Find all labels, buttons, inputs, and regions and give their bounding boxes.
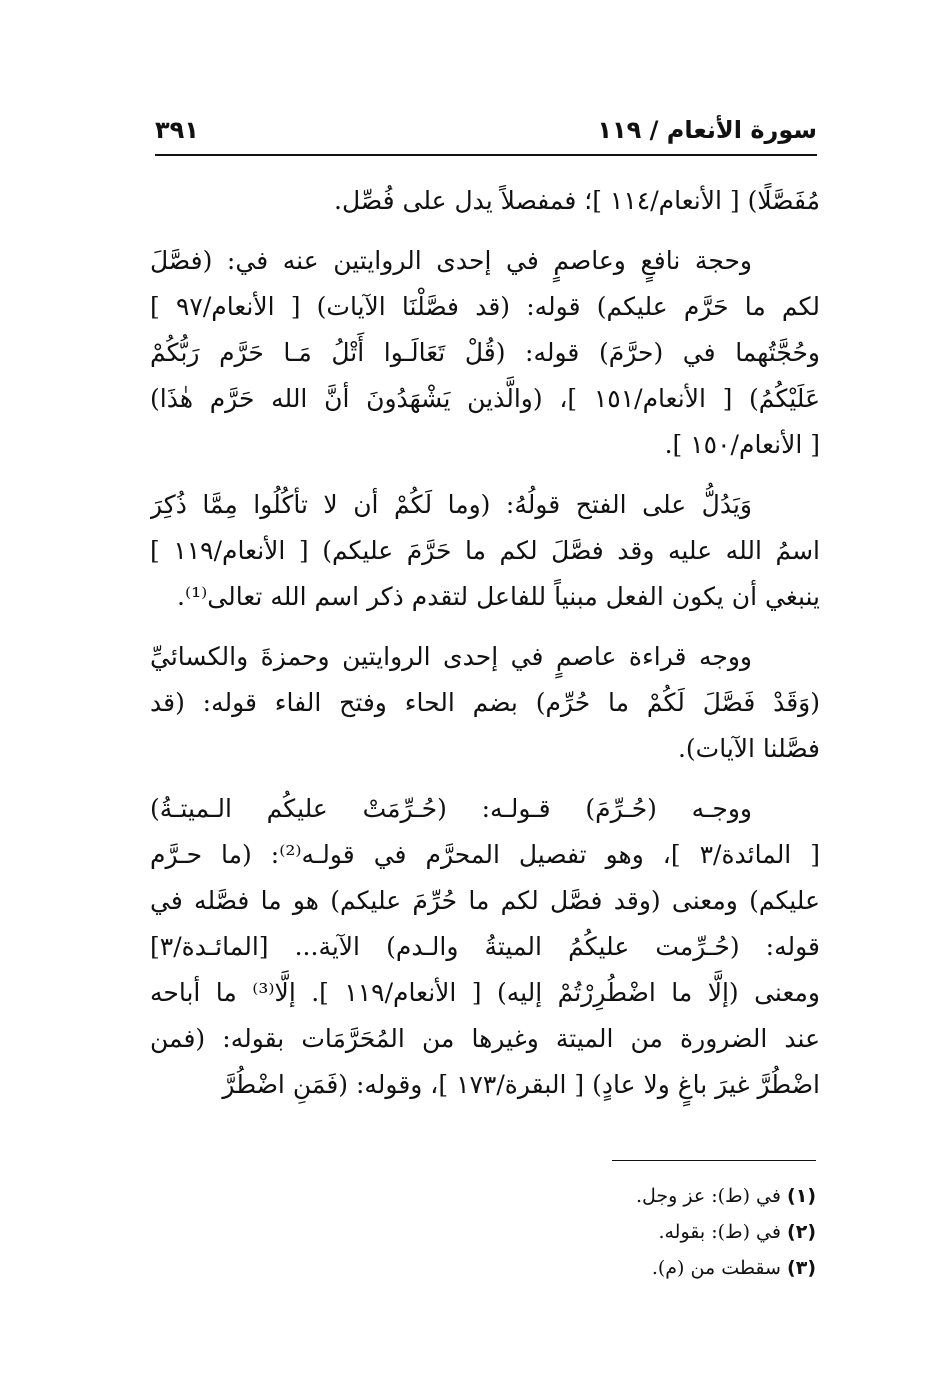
paragraph [150,178,820,224]
footnote-number: (٢) [787,1221,816,1243]
footnote-text: في (ط): عز وجل. [635,1185,788,1207]
paragraph [150,238,820,468]
text-line: لكم ما حَرَّم عليكم) قوله: (قد فصَّلْنَا الآيات) [ الأنعام/٩٧ ] [150,292,820,321]
text-line: اضْطُرَّ غيرَ باغٍ ولا عادٍ) [ البقرة/١٧٣ ]، وقوله: (فَمَنِ اضْطُرَّ [222,1070,820,1099]
paragraph-gap [150,772,820,786]
paragraph-gap [150,468,820,482]
paragraph [150,482,820,620]
text-line: ووجـه (حُـرِّمَ) قـولـه: (حُـرِّمَتْ عليكُم الـميتـةُ) [150,794,752,823]
paragraph-gap [150,620,820,634]
footnote-divider [612,1160,816,1161]
text-line: عند الضرورة من الميتة وغيرها من المُحَرَّمَات بقوله: (فمن [150,1024,820,1053]
footnote [520,1250,816,1286]
running-title: سورة الأنعام / ١١٩ [597,116,817,144]
footnote-number: (١) [787,1185,816,1207]
paragraph-gap [150,224,820,238]
footnote [520,1214,816,1250]
page-header [155,110,817,156]
text-line: قوله: (حُـرِّمت عليكُمُ الميتةُ والـدم) الآية... [المائـدة/٣] [150,932,820,961]
main-text [150,178,820,1108]
footnote-text: في (ط): بقوله. [658,1221,788,1243]
footnote [520,1178,816,1214]
text-line: [ المائدة/٣ ]، وهو تفصيل المحرَّم في قولـه⁽²⁾: (ما حـرَّم [150,840,820,869]
text-line: عَلَيْكُمُ) [ الأنعام/١٥١ ]، (والَّذين يَشْهَدُونَ أنَّ الله حَرَّم هٰذَا) [150,384,820,413]
text-line: ومعنى (إلَّا ما اضْطُرِرْتُمْ إليه) [ الأنعام/١١٩ ]. إلَّا⁽³⁾ ما أباحه [150,978,820,1007]
footnotes [520,1178,816,1286]
text-line: عليكم) ومعنى (وقد فصَّل لكم ما حُرِّمَ عليكم) هو ما فصَّله في [150,886,820,915]
page-number: ٣٩١ [155,116,199,144]
text-line: وحجة نافعٍ وعاصمٍ في إحدى الروايتين عنه في: (فصَّلَ [150,246,752,275]
text-line: وحُجَّتُهما في (حرَّمَ) قوله: (قُلْ تَعَالَـوا أَتْلُ مَـا حَرَّم رَبُّكُمْ [150,338,820,367]
text-line: فصَّلنا الآيات). [677,734,820,763]
footnote-number: (٣) [787,1257,816,1279]
paragraph [150,786,820,1108]
text-line: وَيَدُلُّ على الفتح قولُهُ: (وما لَكُمْ أن لا تأكُلُوا مِمَّا ذُكِرَ [150,490,752,519]
text-line: ينبغي أن يكون الفعل مبنياً للفاعل لتقدم ذكر اسم الله تعالى⁽¹⁾. [177,582,820,611]
text-line: ووجه قراءة عاصمٍ في إحدى الروايتين وحمزةَ والكسائيِّ [150,642,752,671]
text-line: (وَقَدْ فَصَّلَ لَكُمْ ما حُرِّم) بضم الحاء وفتح الفاء قوله: (قد [150,688,820,717]
text-line: مُفَصَّلًا) [ الأنعام/١١٤ ]؛ فمفصلاً يدل على فُصِّل. [334,186,820,215]
text-line: [ الأنعام/١٥٠ ]. [664,430,820,459]
footnote-text: سقطت من (م). [651,1257,788,1279]
text-line: اسمُ الله عليه وقد فصَّلَ لكم ما حَرَّمَ عليكم) [ الأنعام/١١٩ ] [150,536,820,565]
paragraph [150,634,820,772]
